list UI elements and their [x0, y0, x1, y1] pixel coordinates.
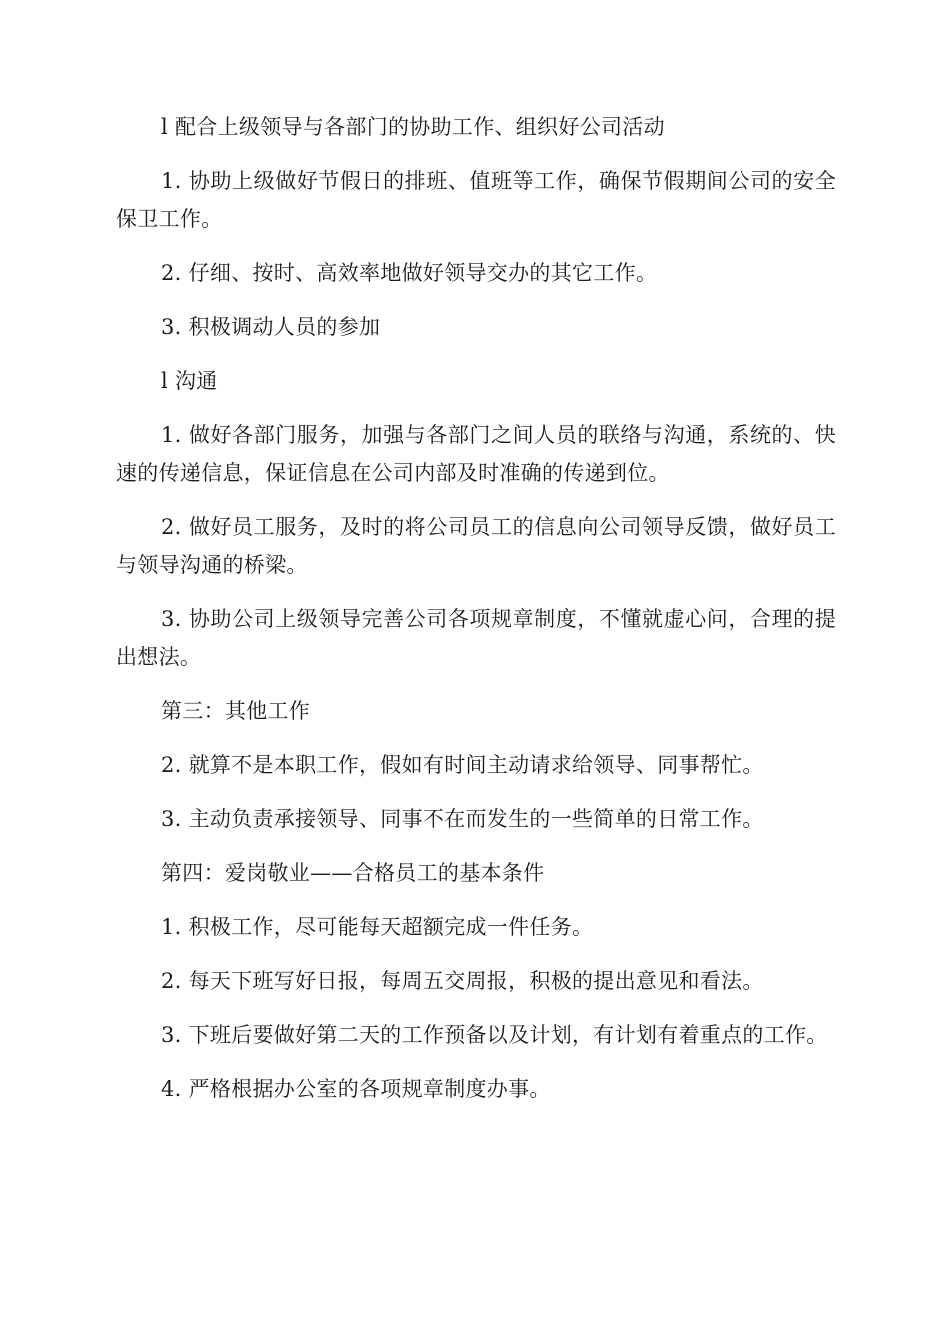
paragraph-heading-communication: l 沟通: [161, 369, 218, 393]
section-heading-dedication: 第四：爱岗敬业——合格员工的基本条件: [161, 861, 545, 885]
paragraph-item: 3. 主动负责承接领导、同事不在而发生的一些简单的日常工作。: [161, 807, 764, 831]
paragraph-item: 2. 仔细、按时、高效率地做好领导交办的其它工作。: [161, 261, 658, 285]
paragraph-item: 1. 积极工作，尽可能每天超额完成一件任务。: [161, 915, 594, 939]
paragraph-item: 2. 每天下班写好日报，每周五交周报，积极的提出意见和看法。: [161, 969, 764, 993]
paragraph-item: 3. 积极调动人员的参加: [161, 315, 381, 339]
paragraph-item: 3. 下班后要做好第二天的工作预备以及计划，有计划有着重点的工作。: [161, 1023, 828, 1047]
document-body: [116, 108, 836, 1124]
paragraph-item: 1. 协助上级做好节假日的排班、值班等工作，确保节假期间公司的安全保卫工作。: [116, 169, 836, 231]
section-heading-other-work: 第三：其他工作: [161, 699, 311, 723]
paragraph-item: 1. 做好各部门服务，加强与各部门之间人员的联络与沟通，系统的、快速的传递信息，保证信息在公司内部及时准确的传递到位。: [116, 423, 836, 485]
paragraph-item: 2. 做好员工服务，及时的将公司员工的信息向公司领导反馈，做好员工与领导沟通的桥梁。: [116, 515, 836, 577]
paragraph-item: 2. 就算不是本职工作，假如有时间主动请求给领导、同事帮忙。: [161, 753, 764, 777]
paragraph-item: 4. 严格根据办公室的各项规章制度办事。: [161, 1077, 551, 1101]
paragraph-heading-cooperation: l 配合上级领导与各部门的协助工作、组织好公司活动: [161, 115, 665, 139]
paragraph-item: 3. 协助公司上级领导完善公司各项规章制度，不懂就虚心问，合理的提出想法。: [116, 607, 836, 669]
